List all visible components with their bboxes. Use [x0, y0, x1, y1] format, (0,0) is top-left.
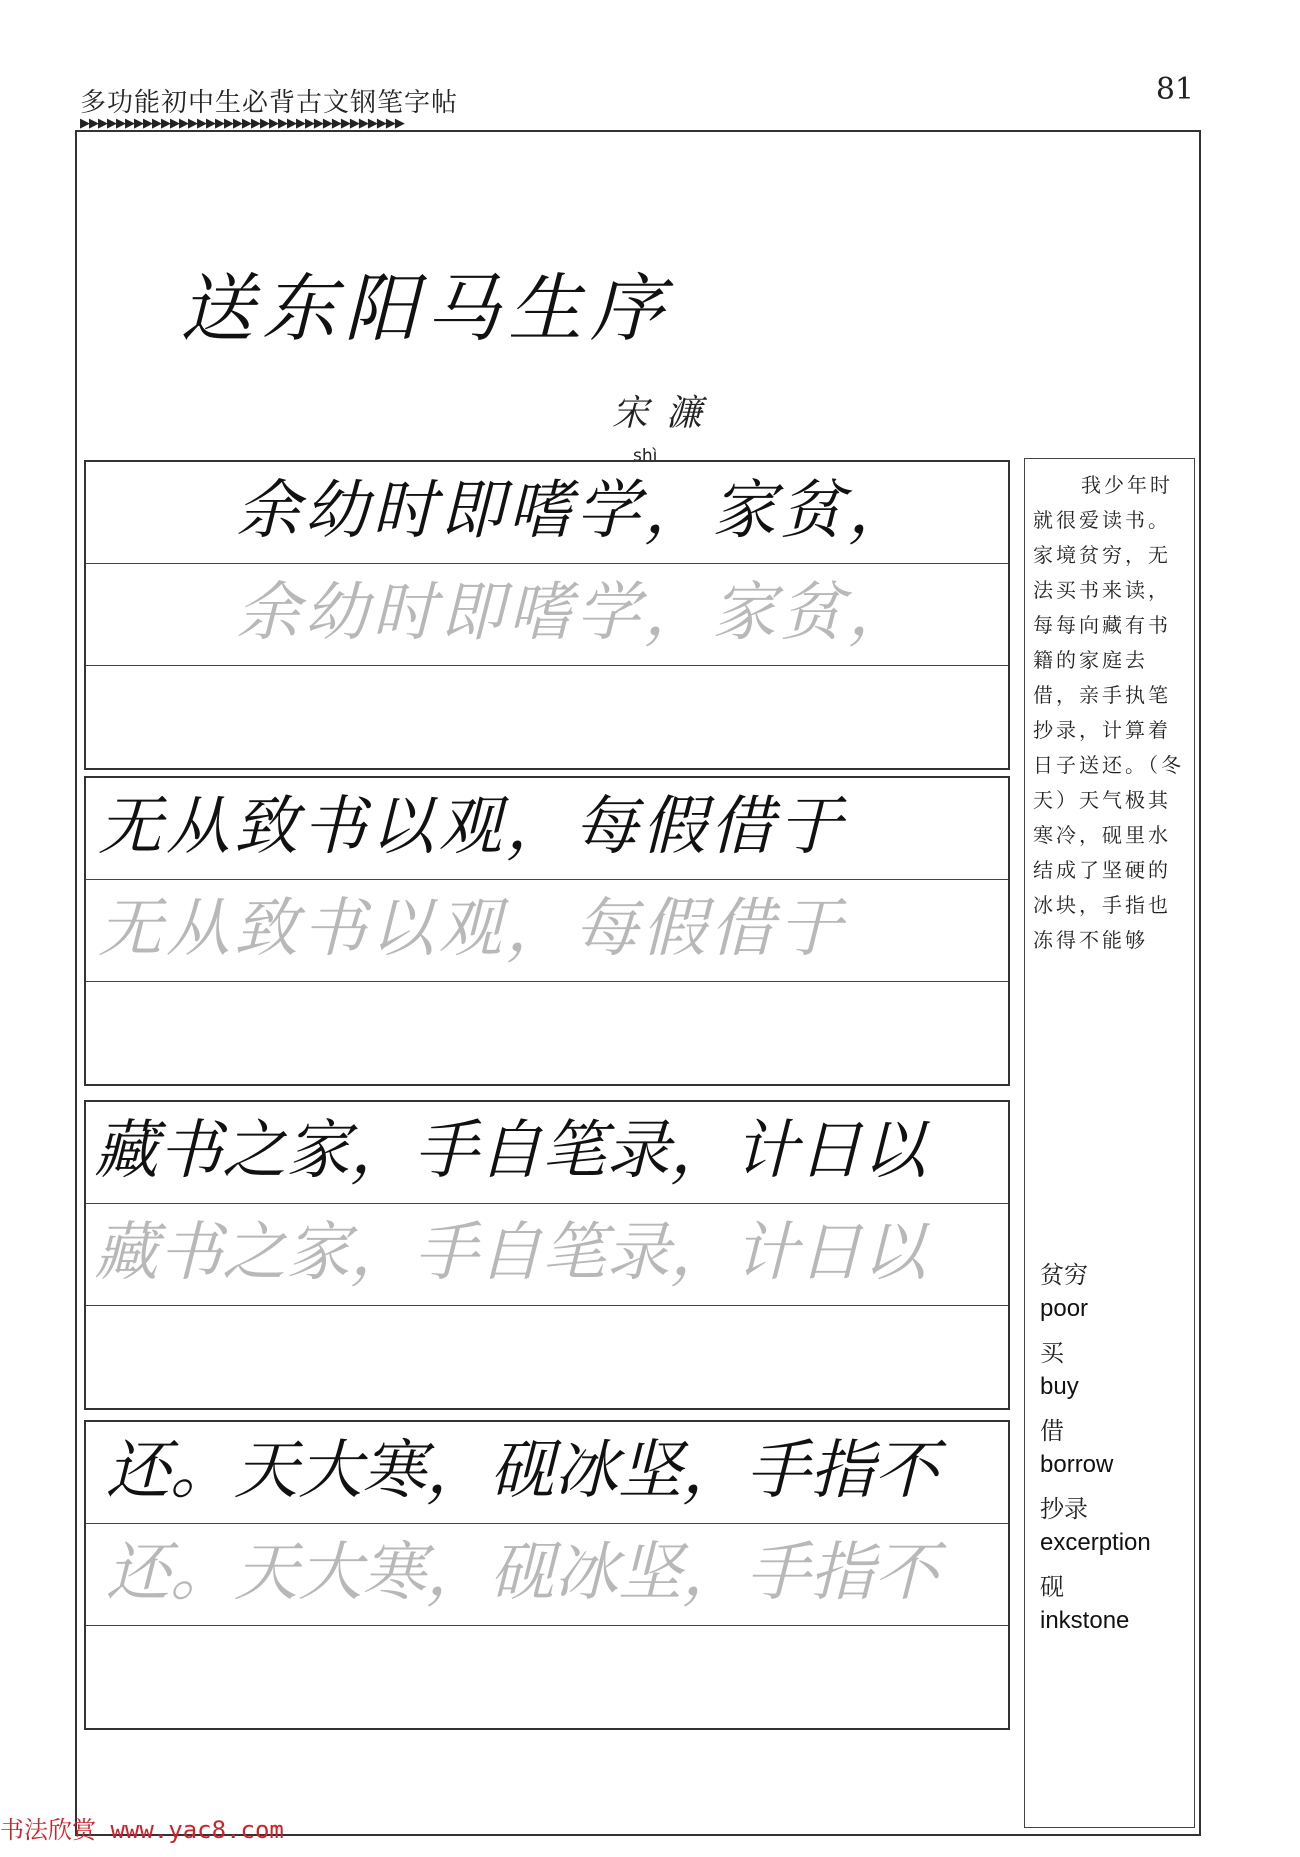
- vocab-item: [1040, 1570, 1190, 1648]
- trace-row: [86, 880, 1008, 982]
- trace-text: 还。天大寒，砚冰坚，手指不: [106, 1536, 938, 1610]
- vocab-item: [1040, 1336, 1190, 1414]
- practice-block: [84, 1420, 1010, 1730]
- practice-block: [84, 1100, 1010, 1410]
- page-number: 81: [1155, 72, 1194, 107]
- vocab-item: [1040, 1414, 1190, 1492]
- model-row: [86, 778, 1008, 880]
- model-row: [86, 1422, 1008, 1524]
- vocab-english: inkstone: [1040, 1607, 1130, 1634]
- essay-title: 送东阳马生序: [180, 266, 672, 352]
- model-text: 无从致书以观，每假借于: [98, 790, 846, 864]
- vocab-chinese: 贫穷: [1040, 1261, 1088, 1289]
- model-text: 藏书之家，手自笔录，计日以: [94, 1114, 926, 1188]
- trace-text: 无从致书以观，每假借于: [98, 892, 846, 966]
- vocab-english: poor: [1040, 1295, 1089, 1322]
- vocab-chinese: 砚: [1040, 1573, 1064, 1601]
- vocab-english: excerption: [1040, 1529, 1151, 1556]
- essay-author: 宋濂: [612, 393, 721, 434]
- header-arrow-divider: ▶▶▶▶▶▶▶▶▶▶▶▶▶▶▶▶▶▶▶▶▶▶▶▶▶▶▶▶▶▶▶▶▶▶▶▶: [80, 116, 404, 131]
- vocab-item: [1040, 1492, 1190, 1570]
- trace-row: [86, 564, 1008, 666]
- model-text: 还。天大寒，砚冰坚，手指不: [106, 1434, 938, 1508]
- blank-practice-row[interactable]: [86, 1626, 1008, 1728]
- vocab-english: borrow: [1040, 1451, 1114, 1478]
- watermark-link[interactable]: 书法欣赏 www.yac8.com: [0, 1816, 284, 1844]
- model-text: 余幼时即嗜学，家贫，: [236, 474, 916, 548]
- vocabulary-list: [1040, 1258, 1190, 1648]
- translation-text: 我少年时就很爱读书。家境贫穷，无法买书来读，每每向藏有书籍的家庭去借，亲手执笔抄录，计算着日子送还。（冬天）天气极其寒冷，砚里水结成了坚硬的冰块，手指也冻得不能够: [1033, 473, 1184, 952]
- model-row: [86, 462, 1008, 564]
- blank-practice-row[interactable]: [86, 1306, 1008, 1408]
- trace-text: 藏书之家，手自笔录，计日以: [94, 1216, 926, 1290]
- trace-row: [86, 1204, 1008, 1306]
- vocab-chinese: 买: [1040, 1339, 1064, 1367]
- practice-block: [84, 460, 1010, 770]
- model-row: [86, 1102, 1008, 1204]
- blank-practice-row[interactable]: [86, 666, 1008, 768]
- practice-block: [84, 776, 1010, 1086]
- blank-practice-row[interactable]: [86, 982, 1008, 1084]
- pinyin-annotation: shì: [633, 446, 658, 466]
- trace-row: [86, 1524, 1008, 1626]
- book-title: 多功能初中生必背古文钢笔字帖: [80, 88, 459, 118]
- vocab-chinese: 抄录: [1040, 1495, 1088, 1523]
- trace-text: 余幼时即嗜学，家贫，: [236, 576, 916, 650]
- vocab-english: buy: [1040, 1373, 1079, 1400]
- vocab-item: [1040, 1258, 1190, 1336]
- vocab-chinese: 借: [1040, 1417, 1064, 1445]
